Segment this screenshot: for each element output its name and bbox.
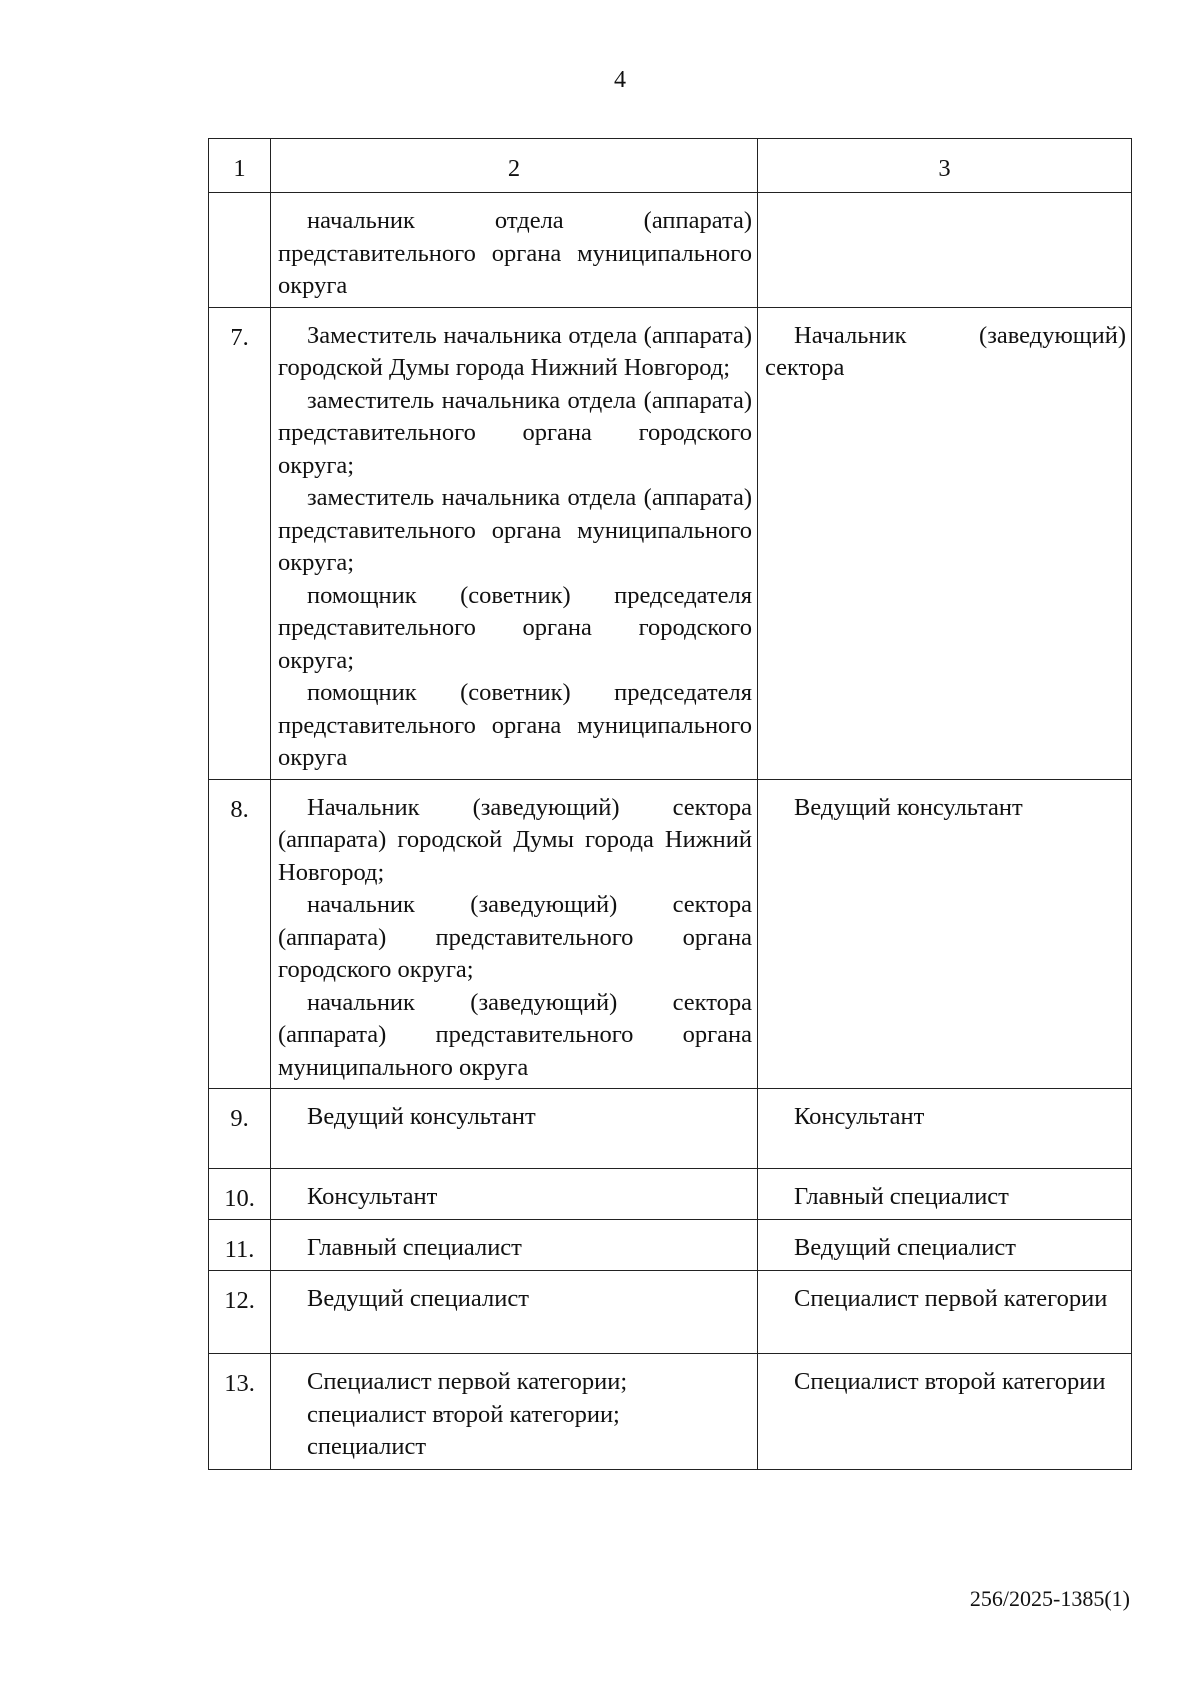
document-code: 256/2025-1385(1) [969, 1586, 1130, 1611]
row-equivalent-cell [758, 193, 1132, 308]
table-header-row [209, 139, 1132, 193]
equivalent-text: Специалист второй категории [794, 1368, 1106, 1395]
table-row [209, 307, 1132, 779]
position-text: помощник (советник) председателя представительного органа городского округа; [278, 581, 752, 674]
position-text: Начальник (заведующий) сектора (аппарата) городской Думы города Нижний Новгород; [278, 793, 752, 886]
table-row [209, 1089, 1132, 1169]
row-equivalent-cell [758, 1271, 1132, 1354]
header-col1: 1 [209, 139, 271, 193]
header-col2: 2 [271, 139, 758, 193]
row-number: 8. [209, 779, 271, 1089]
equivalent-text: Ведущий консультант [794, 793, 1023, 821]
row-position-cell [271, 307, 758, 779]
equivalent-text: Консультант [794, 1103, 925, 1130]
row-position-cell [271, 1271, 758, 1354]
row-number: 12. [209, 1271, 271, 1354]
table-row [209, 1271, 1132, 1354]
page-number: 4 [614, 67, 626, 93]
table-row [209, 779, 1132, 1089]
row-number: 9. [209, 1089, 271, 1169]
header-col3: 3 [758, 139, 1132, 193]
row-number: 10. [209, 1169, 271, 1220]
row-number: 7. [209, 307, 271, 779]
table-row [209, 1354, 1132, 1470]
position-text: Ведущий специалист [307, 1285, 529, 1312]
equivalent-text: Ведущий специалист [794, 1234, 1016, 1261]
position-text: Ведущий консультант [307, 1103, 536, 1130]
position-text: Главный специалист [307, 1234, 522, 1261]
row-equivalent-cell [758, 307, 1132, 779]
position-text: заместитель начальника отдела (аппарата) представительного органа городского округа; [278, 386, 752, 479]
equivalent-text: Главный специалист [794, 1183, 1009, 1210]
position-text: помощник (советник) председателя представительного органа муниципального округа [278, 679, 752, 771]
row-equivalent-cell [758, 779, 1132, 1089]
row-number: 13. [209, 1354, 271, 1470]
row-number: 11. [209, 1220, 271, 1271]
position-text: специалист второй категории; [307, 1400, 620, 1428]
position-text: Заместитель начальника отдела (аппарата) городской Думы города Нижний Новгород; [278, 321, 752, 381]
equivalent-text: Начальник (заведующий) сектора [765, 321, 1126, 381]
row-position-cell [271, 1354, 758, 1470]
position-text: начальник (заведующий) сектора (аппарата) представительного органа городского округа; [278, 891, 752, 983]
row-position-cell [271, 1220, 758, 1271]
row-position-cell [271, 193, 758, 308]
equivalent-text: Специалист первой категории [794, 1285, 1108, 1312]
row-position-cell [271, 779, 758, 1089]
position-text: Консультант [307, 1183, 438, 1210]
row-number [209, 193, 271, 308]
position-text: начальник (заведующий) сектора (аппарата) представительного органа муниципального округа [278, 988, 752, 1081]
position-text: специалист [307, 1433, 427, 1460]
row-equivalent-cell [758, 1354, 1132, 1470]
row-position-cell [271, 1089, 758, 1169]
row-equivalent-cell [758, 1169, 1132, 1220]
position-text: начальник отдела (аппарата) представительного органа муниципального округа [278, 207, 752, 299]
table-row [209, 193, 1132, 308]
table-row [209, 1220, 1132, 1271]
positions-table [208, 138, 1132, 1470]
row-position-cell [271, 1169, 758, 1220]
table-row [209, 1169, 1132, 1220]
position-text: Специалист первой категории; [307, 1368, 628, 1395]
position-text: заместитель начальника отдела (аппарата) представительного органа муниципального округа; [278, 484, 752, 576]
row-equivalent-cell [758, 1220, 1132, 1271]
row-equivalent-cell [758, 1089, 1132, 1169]
